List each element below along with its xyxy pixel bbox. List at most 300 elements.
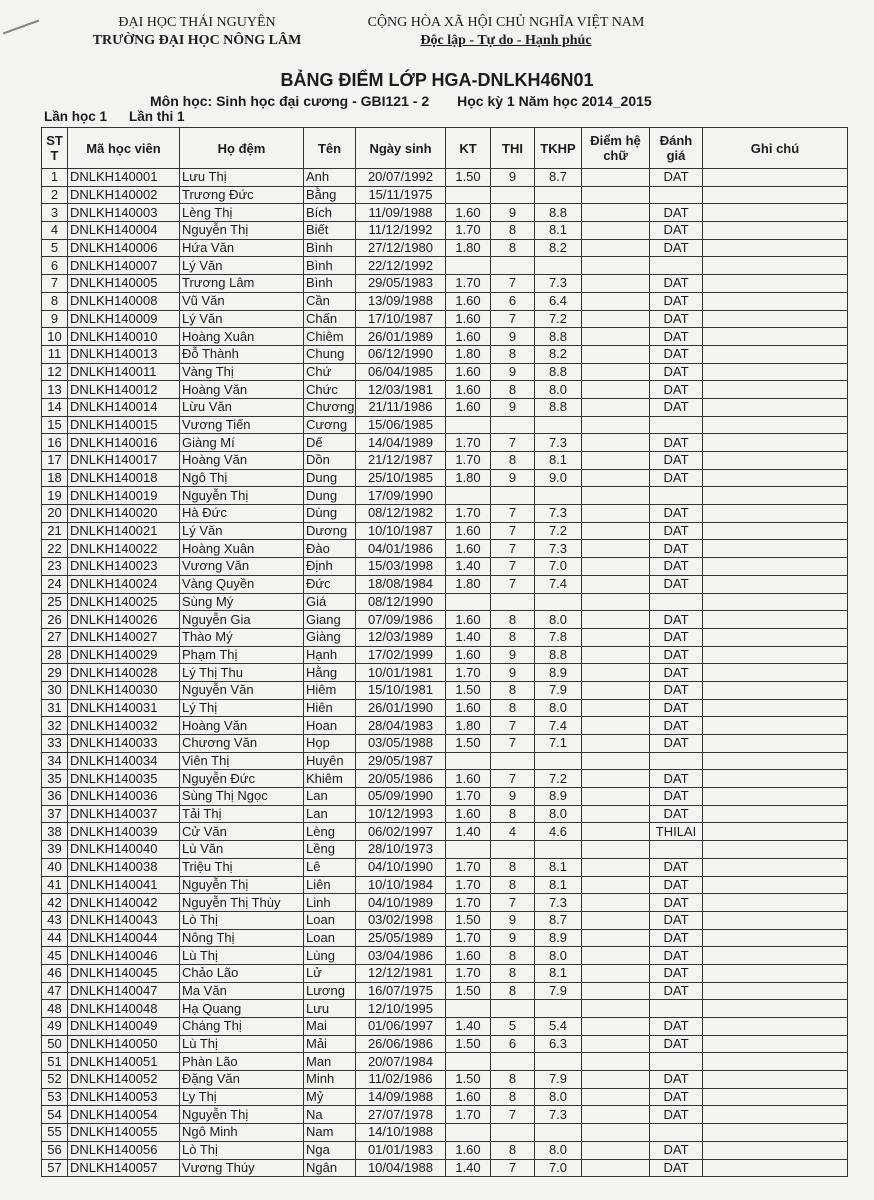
cell-stt: 1 <box>42 169 68 187</box>
cell-middle-name: Nguyễn Thị <box>180 487 304 505</box>
cell-kt: 1.60 <box>446 1141 491 1159</box>
cell-birthdate: 10/10/1984 <box>356 876 446 894</box>
cell-notes <box>703 964 848 982</box>
cell-first-name: Bình <box>304 239 356 257</box>
cell-middle-name: Vương Tiến <box>180 416 304 434</box>
cell-letter-grade <box>582 452 650 470</box>
cell-tkhp: 8.1 <box>535 452 582 470</box>
cell-student-id: DNLKH140017 <box>68 452 180 470</box>
cell-evaluation: DAT <box>650 222 703 240</box>
table-row <box>42 522 848 540</box>
cell-student-id: DNLKH140033 <box>68 735 180 753</box>
cell-birthdate: 16/07/1975 <box>356 982 446 1000</box>
cell-birthdate: 01/01/1983 <box>356 1141 446 1159</box>
cell-student-id: DNLKH140029 <box>68 646 180 664</box>
cell-first-name: Man <box>304 1053 356 1071</box>
cell-first-name: Hạnh <box>304 646 356 664</box>
cell-kt: 1.50 <box>446 911 491 929</box>
cell-letter-grade <box>582 699 650 717</box>
cell-middle-name: Nguyễn Thị <box>180 222 304 240</box>
cell-stt: 46 <box>42 964 68 982</box>
col-header-stt: ST T <box>42 128 68 169</box>
cell-evaluation: DAT <box>650 681 703 699</box>
cell-letter-grade <box>582 964 650 982</box>
cell-middle-name: Lý Văn <box>180 257 304 275</box>
cell-kt <box>446 416 491 434</box>
cell-letter-grade <box>582 169 650 187</box>
cell-evaluation: DAT <box>650 646 703 664</box>
cell-tkhp: 8.2 <box>535 345 582 363</box>
cell-evaluation: DAT <box>650 239 703 257</box>
cell-first-name: Lùng <box>304 947 356 965</box>
cell-birthdate: 20/05/1986 <box>356 770 446 788</box>
cell-birthdate: 03/05/1988 <box>356 735 446 753</box>
cell-letter-grade <box>582 788 650 806</box>
cell-birthdate: 25/10/1985 <box>356 469 446 487</box>
table-row <box>42 416 848 434</box>
cell-evaluation: DAT <box>650 434 703 452</box>
cell-tkhp: 7.3 <box>535 1106 582 1124</box>
cell-kt: 1.50 <box>446 681 491 699</box>
cell-birthdate: 20/07/1984 <box>356 1053 446 1071</box>
cell-notes <box>703 717 848 735</box>
cell-stt: 35 <box>42 770 68 788</box>
table-row <box>42 1159 848 1177</box>
cell-kt: 1.40 <box>446 823 491 841</box>
cell-birthdate: 06/02/1997 <box>356 823 446 841</box>
cell-notes <box>703 664 848 682</box>
cell-letter-grade <box>582 894 650 912</box>
cell-notes <box>703 788 848 806</box>
cell-tkhp: 9.0 <box>535 469 582 487</box>
school-name: TRƯỜNG ĐẠI HỌC NÔNG LÂM <box>92 33 302 48</box>
motto: Độc lập - Tự do - Hạnh phúc <box>420 33 592 48</box>
table-header-row <box>42 128 848 169</box>
cell-notes <box>703 894 848 912</box>
cell-first-name: Chấn <box>304 310 356 328</box>
cell-first-name: Anh <box>304 169 356 187</box>
table-row <box>42 222 848 240</box>
cell-thi: 8 <box>491 628 535 646</box>
cell-kt: 1.80 <box>446 345 491 363</box>
cell-evaluation: DAT <box>650 169 703 187</box>
cell-evaluation: DAT <box>650 628 703 646</box>
table-row <box>42 1071 848 1089</box>
cell-student-id: DNLKH140021 <box>68 522 180 540</box>
cell-thi: 8 <box>491 239 535 257</box>
table-row <box>42 699 848 717</box>
cell-tkhp: 8.0 <box>535 381 582 399</box>
cell-thi: 6 <box>491 292 535 310</box>
cell-letter-grade <box>582 593 650 611</box>
cell-stt: 54 <box>42 1106 68 1124</box>
cell-tkhp: 7.9 <box>535 681 582 699</box>
col-header-birthdate: Ngày sinh <box>356 128 446 169</box>
cell-evaluation: DAT <box>650 275 703 293</box>
cell-first-name: Loan <box>304 911 356 929</box>
cell-tkhp <box>535 1053 582 1071</box>
cell-notes <box>703 345 848 363</box>
cell-evaluation: DAT <box>650 1018 703 1036</box>
cell-thi: 8 <box>491 947 535 965</box>
cell-birthdate: 04/10/1989 <box>356 894 446 912</box>
table-row <box>42 1088 848 1106</box>
cell-birthdate: 08/12/1982 <box>356 505 446 523</box>
cell-student-id: DNLKH140053 <box>68 1088 180 1106</box>
cell-evaluation: DAT <box>650 964 703 982</box>
table-row <box>42 310 848 328</box>
cell-middle-name: Nguyễn Gia <box>180 611 304 629</box>
cell-thi: 9 <box>491 646 535 664</box>
cell-tkhp: 7.3 <box>535 505 582 523</box>
cell-thi: 9 <box>491 911 535 929</box>
col-header-evaluation: Đánh giá <box>650 128 703 169</box>
cell-stt: 33 <box>42 735 68 753</box>
col-header-middle-name: Họ đệm <box>180 128 304 169</box>
cell-thi <box>491 487 535 505</box>
cell-evaluation: DAT <box>650 363 703 381</box>
cell-first-name: Nam <box>304 1124 356 1142</box>
cell-kt: 1.70 <box>446 876 491 894</box>
cell-first-name: Bằng <box>304 186 356 204</box>
cell-student-id: DNLKH140057 <box>68 1159 180 1177</box>
cell-thi: 7 <box>491 522 535 540</box>
cell-student-id: DNLKH140038 <box>68 858 180 876</box>
cell-notes <box>703 876 848 894</box>
cell-notes <box>703 982 848 1000</box>
cell-evaluation: DAT <box>650 788 703 806</box>
cell-evaluation: DAT <box>650 911 703 929</box>
cell-tkhp: 7.4 <box>535 717 582 735</box>
cell-birthdate: 04/01/1986 <box>356 540 446 558</box>
cell-birthdate: 14/10/1988 <box>356 1124 446 1142</box>
cell-notes <box>703 1088 848 1106</box>
cell-thi: 8 <box>491 964 535 982</box>
cell-first-name: Mỷ <box>304 1088 356 1106</box>
cell-middle-name: Viên Thị <box>180 752 304 770</box>
cell-notes <box>703 1141 848 1159</box>
cell-thi: 7 <box>491 310 535 328</box>
cell-thi: 8 <box>491 699 535 717</box>
cell-notes <box>703 1159 848 1177</box>
cell-evaluation: DAT <box>650 310 703 328</box>
cell-student-id: DNLKH140004 <box>68 222 180 240</box>
cell-middle-name: Vương Thúy <box>180 1159 304 1177</box>
cell-evaluation: DAT <box>650 345 703 363</box>
cell-notes <box>703 805 848 823</box>
table-row <box>42 1000 848 1018</box>
cell-student-id: DNLKH140043 <box>68 911 180 929</box>
cell-birthdate: 27/12/1980 <box>356 239 446 257</box>
table-row <box>42 540 848 558</box>
cell-stt: 6 <box>42 257 68 275</box>
cell-birthdate: 21/12/1987 <box>356 452 446 470</box>
cell-middle-name: Nguyễn Thị <box>180 876 304 894</box>
cell-first-name: Linh <box>304 894 356 912</box>
cell-tkhp: 7.3 <box>535 275 582 293</box>
table-row <box>42 558 848 576</box>
cell-stt: 26 <box>42 611 68 629</box>
cell-thi <box>491 186 535 204</box>
cell-kt: 1.50 <box>446 169 491 187</box>
cell-student-id: DNLKH140041 <box>68 876 180 894</box>
cell-kt: 1.60 <box>446 770 491 788</box>
cell-stt: 29 <box>42 664 68 682</box>
cell-stt: 40 <box>42 858 68 876</box>
cell-student-id: DNLKH140028 <box>68 664 180 682</box>
cell-student-id: DNLKH140046 <box>68 947 180 965</box>
table-row <box>42 646 848 664</box>
cell-student-id: DNLKH140034 <box>68 752 180 770</box>
cell-middle-name: Hứa Văn <box>180 239 304 257</box>
cell-evaluation: DAT <box>650 398 703 416</box>
cell-thi <box>491 593 535 611</box>
cell-student-id: DNLKH140051 <box>68 1053 180 1071</box>
cell-letter-grade <box>582 1000 650 1018</box>
cell-letter-grade <box>582 275 650 293</box>
cell-stt: 13 <box>42 381 68 399</box>
cell-letter-grade <box>582 611 650 629</box>
cell-tkhp: 8.0 <box>535 805 582 823</box>
cell-stt: 21 <box>42 522 68 540</box>
cell-evaluation: DAT <box>650 929 703 947</box>
cell-notes <box>703 858 848 876</box>
cell-birthdate: 12/10/1995 <box>356 1000 446 1018</box>
cell-notes <box>703 204 848 222</box>
cell-kt: 1.80 <box>446 717 491 735</box>
cell-evaluation: DAT <box>650 1071 703 1089</box>
col-header-notes: Ghi chú <box>703 128 848 169</box>
cell-letter-grade <box>582 292 650 310</box>
cell-birthdate: 17/02/1999 <box>356 646 446 664</box>
cell-evaluation <box>650 487 703 505</box>
cell-middle-name: Đặng Văn <box>180 1071 304 1089</box>
cell-kt: 1.60 <box>446 646 491 664</box>
cell-first-name: Chiêm <box>304 328 356 346</box>
cell-evaluation: DAT <box>650 1106 703 1124</box>
cell-birthdate: 20/07/1992 <box>356 169 446 187</box>
cell-student-id: DNLKH140030 <box>68 681 180 699</box>
table-row <box>42 1035 848 1053</box>
cell-student-id: DNLKH140056 <box>68 1141 180 1159</box>
cell-tkhp: 8.0 <box>535 1088 582 1106</box>
cell-first-name: Lương <box>304 982 356 1000</box>
cell-thi: 9 <box>491 664 535 682</box>
cell-birthdate: 21/11/1986 <box>356 398 446 416</box>
cell-middle-name: Lò Thị <box>180 1141 304 1159</box>
cell-letter-grade <box>582 735 650 753</box>
cell-notes <box>703 575 848 593</box>
cell-student-id: DNLKH140023 <box>68 558 180 576</box>
cell-student-id: DNLKH140011 <box>68 363 180 381</box>
cell-notes <box>703 469 848 487</box>
cell-stt: 39 <box>42 841 68 859</box>
cell-thi: 9 <box>491 363 535 381</box>
cell-tkhp: 7.2 <box>535 310 582 328</box>
cell-stt: 8 <box>42 292 68 310</box>
study-attempt: Lần học 1 <box>44 109 108 124</box>
cell-student-id: DNLKH140003 <box>68 204 180 222</box>
cell-letter-grade <box>582 1018 650 1036</box>
course-info <box>150 93 770 109</box>
cell-thi: 9 <box>491 788 535 806</box>
cell-tkhp: 7.2 <box>535 522 582 540</box>
cell-student-id: DNLKH140044 <box>68 929 180 947</box>
cell-birthdate: 14/09/1988 <box>356 1088 446 1106</box>
cell-birthdate: 15/06/1985 <box>356 416 446 434</box>
cell-letter-grade <box>582 982 650 1000</box>
cell-middle-name: Hoàng Văn <box>180 381 304 399</box>
cell-birthdate: 03/02/1998 <box>356 911 446 929</box>
col-header-letter-grade: Điểm hệ chữ <box>582 128 650 169</box>
cell-tkhp: 8.1 <box>535 964 582 982</box>
cell-evaluation: DAT <box>650 717 703 735</box>
cell-middle-name: Thào Mý <box>180 628 304 646</box>
cell-stt: 2 <box>42 186 68 204</box>
cell-tkhp: 8.9 <box>535 788 582 806</box>
cell-student-id: DNLKH140008 <box>68 292 180 310</box>
cell-letter-grade <box>582 328 650 346</box>
cell-notes <box>703 1035 848 1053</box>
cell-tkhp <box>535 186 582 204</box>
cell-notes <box>703 558 848 576</box>
cell-stt: 30 <box>42 681 68 699</box>
cell-first-name: Ngân <box>304 1159 356 1177</box>
cell-middle-name: Cháng Thị <box>180 1018 304 1036</box>
cell-kt: 1.70 <box>446 664 491 682</box>
grade-table-body <box>42 169 848 1177</box>
cell-student-id: DNLKH140007 <box>68 257 180 275</box>
cell-thi: 7 <box>491 735 535 753</box>
cell-middle-name: Nguyễn Văn <box>180 681 304 699</box>
table-row <box>42 487 848 505</box>
cell-kt: 1.60 <box>446 398 491 416</box>
cell-birthdate: 10/10/1987 <box>356 522 446 540</box>
cell-letter-grade <box>582 1071 650 1089</box>
cell-student-id: DNLKH140005 <box>68 275 180 293</box>
cell-evaluation <box>650 1000 703 1018</box>
cell-letter-grade <box>582 487 650 505</box>
cell-birthdate: 12/03/1981 <box>356 381 446 399</box>
cell-first-name: Cương <box>304 416 356 434</box>
cell-thi: 7 <box>491 1159 535 1177</box>
cell-tkhp <box>535 1000 582 1018</box>
cell-middle-name: Nông Thị <box>180 929 304 947</box>
cell-stt: 36 <box>42 788 68 806</box>
cell-tkhp <box>535 1124 582 1142</box>
table-row <box>42 876 848 894</box>
cell-stt: 44 <box>42 929 68 947</box>
cell-middle-name: Hoàng Văn <box>180 452 304 470</box>
cell-evaluation: DAT <box>650 664 703 682</box>
cell-evaluation: THILAI <box>650 823 703 841</box>
cell-notes <box>703 628 848 646</box>
term-info: Học kỳ 1 Năm học 2014_2015 <box>457 93 652 109</box>
cell-first-name: Lềng <box>304 841 356 859</box>
cell-middle-name: Lý Thị <box>180 699 304 717</box>
cell-letter-grade <box>582 717 650 735</box>
cell-thi <box>491 1053 535 1071</box>
cell-evaluation: DAT <box>650 292 703 310</box>
cell-first-name: Lan <box>304 788 356 806</box>
cell-birthdate: 15/03/1998 <box>356 558 446 576</box>
cell-letter-grade <box>582 947 650 965</box>
cell-first-name: Lưu <box>304 1000 356 1018</box>
cell-notes <box>703 1106 848 1124</box>
country-name: CỘNG HÒA XÃ HỘI CHỦ NGHĨA VIỆT NAM <box>367 15 645 30</box>
cell-thi <box>491 1000 535 1018</box>
cell-birthdate: 28/04/1983 <box>356 717 446 735</box>
cell-letter-grade <box>582 1124 650 1142</box>
cell-thi: 7 <box>491 558 535 576</box>
cell-student-id: DNLKH140040 <box>68 841 180 859</box>
cell-notes <box>703 611 848 629</box>
cell-kt: 1.60 <box>446 947 491 965</box>
cell-kt: 1.60 <box>446 540 491 558</box>
cell-student-id: DNLKH140019 <box>68 487 180 505</box>
cell-stt: 50 <box>42 1035 68 1053</box>
page-title: BẢNG ĐIỂM LỚP HGA-DNLKH46N01 <box>280 70 594 90</box>
cell-first-name: Bình <box>304 257 356 275</box>
cell-first-name: Hằng <box>304 664 356 682</box>
table-row <box>42 1106 848 1124</box>
cell-tkhp: 6.3 <box>535 1035 582 1053</box>
cell-thi: 7 <box>491 275 535 293</box>
cell-kt: 1.70 <box>446 964 491 982</box>
cell-first-name: Lan <box>304 805 356 823</box>
cell-notes <box>703 310 848 328</box>
cell-tkhp: 4.6 <box>535 823 582 841</box>
institution-header <box>82 14 312 50</box>
cell-middle-name: Vàng Quyền <box>180 575 304 593</box>
cell-middle-name: Ma Văn <box>180 982 304 1000</box>
cell-thi: 7 <box>491 770 535 788</box>
table-row <box>42 257 848 275</box>
cell-notes <box>703 222 848 240</box>
cell-kt: 1.70 <box>446 1106 491 1124</box>
cell-tkhp: 5.4 <box>535 1018 582 1036</box>
cell-evaluation <box>650 186 703 204</box>
cell-middle-name: Phàn Lão <box>180 1053 304 1071</box>
cell-thi <box>491 752 535 770</box>
cell-middle-name: Chảo Lão <box>180 964 304 982</box>
cell-first-name: Dùng <box>304 505 356 523</box>
cell-first-name: Liên <box>304 876 356 894</box>
cell-kt: 1.40 <box>446 1159 491 1177</box>
cell-tkhp: 8.8 <box>535 398 582 416</box>
cell-notes <box>703 398 848 416</box>
cell-birthdate: 22/12/1992 <box>356 257 446 275</box>
cell-kt <box>446 752 491 770</box>
cell-tkhp: 7.4 <box>535 575 582 593</box>
cell-birthdate: 14/04/1989 <box>356 434 446 452</box>
cell-stt: 31 <box>42 699 68 717</box>
cell-middle-name: Đỗ Thành <box>180 345 304 363</box>
table-row <box>42 770 848 788</box>
cell-middle-name: Nguyễn Thị Thùy <box>180 894 304 912</box>
table-row <box>42 805 848 823</box>
cell-tkhp: 8.7 <box>535 911 582 929</box>
cell-first-name: Lử <box>304 964 356 982</box>
cell-notes <box>703 381 848 399</box>
cell-thi: 4 <box>491 823 535 841</box>
cell-middle-name: Nguyễn Đức <box>180 770 304 788</box>
cell-tkhp: 8.8 <box>535 204 582 222</box>
table-row <box>42 1053 848 1071</box>
cell-notes <box>703 646 848 664</box>
cell-evaluation: DAT <box>650 1141 703 1159</box>
cell-kt <box>446 186 491 204</box>
